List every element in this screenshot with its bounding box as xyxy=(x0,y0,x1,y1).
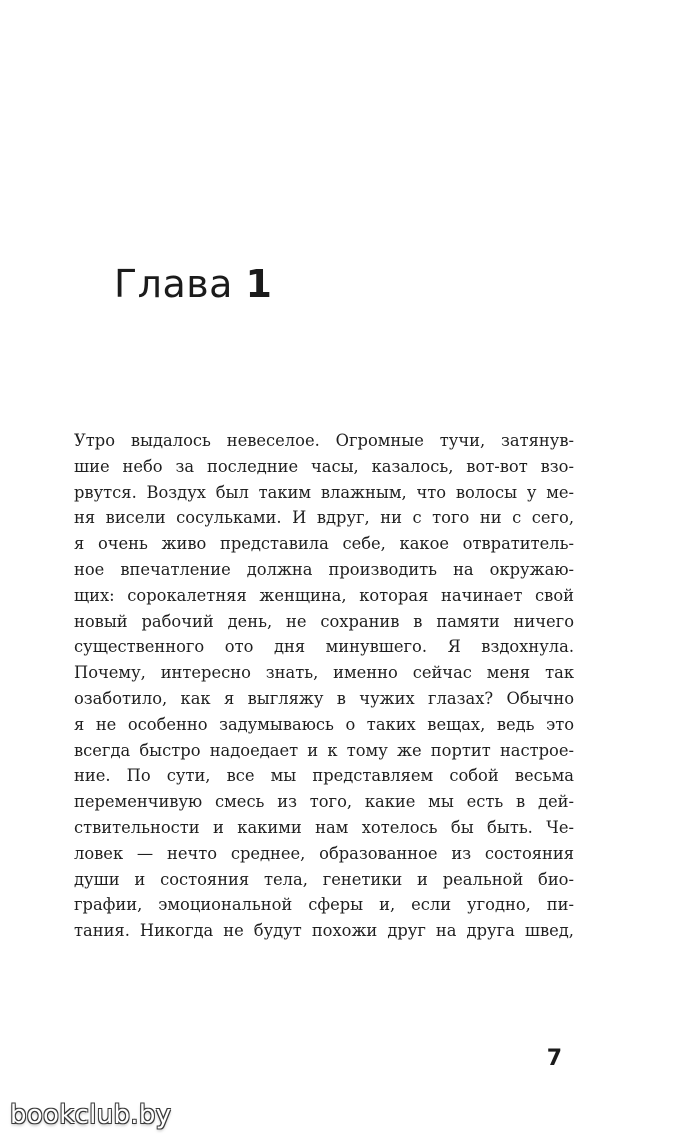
chapter-title xyxy=(114,262,272,306)
chapter-label: Глава xyxy=(114,262,233,306)
text-line: ное впечатление должна производить на окружаю- xyxy=(74,559,574,579)
body-text xyxy=(74,428,574,944)
chapter-number: 1 xyxy=(245,262,273,306)
text-line: щих: сорокалетняя женщина, которая начинает свой xyxy=(74,585,574,605)
text-line: ня висели сосульками. И вдруг, ни с того ни с сего, xyxy=(74,508,574,528)
text-line: переменчивую смесь из того, какие мы есть в дей- xyxy=(74,792,574,812)
text-line: озаботило, как я выгляжу в чужих глазах? Обычно xyxy=(74,688,574,708)
text-line: всегда быстро надоедает и к тому же портит настрое- xyxy=(74,740,574,760)
text-line: Почему, интересно знать, именно сейчас меня так xyxy=(74,663,574,683)
text-line: шие небо за последние часы, казалось, вот-вот взо- xyxy=(74,456,574,476)
text-line: души и состояния тела, генетики и реальной био- xyxy=(74,869,574,889)
text-line: ствительности и какими нам хотелось бы быть. Че- xyxy=(74,817,574,837)
text-line: ние. По сути, все мы представляем собой весьма xyxy=(74,766,574,786)
text-line: новый рабочий день, не сохранив в памяти ничего xyxy=(74,611,574,631)
text-line: Утро выдалось невеселое. Огромные тучи, затянув- xyxy=(74,431,574,450)
text-line: ловек — нечто среднее, образованное из состояния xyxy=(74,843,574,863)
watermark: bookclub.by xyxy=(10,1100,172,1130)
page-number: 7 xyxy=(546,1046,562,1071)
text-line: я не особенно задумываюсь о таких вещах, ведь это xyxy=(74,714,574,734)
text-line: тания. Никогда не будут похожи друг на друга швед, xyxy=(74,921,574,941)
text-line: рвутся. Воздух был таким влажным, что волосы у ме- xyxy=(74,482,574,502)
text-line: существенного ото дня минувшего. Я вздохнула. xyxy=(74,637,574,657)
text-line: я очень живо представила себе, какое отвратитель- xyxy=(74,534,574,554)
text-line: графии, эмоциональной сферы и, если угодно, пи- xyxy=(74,895,574,915)
